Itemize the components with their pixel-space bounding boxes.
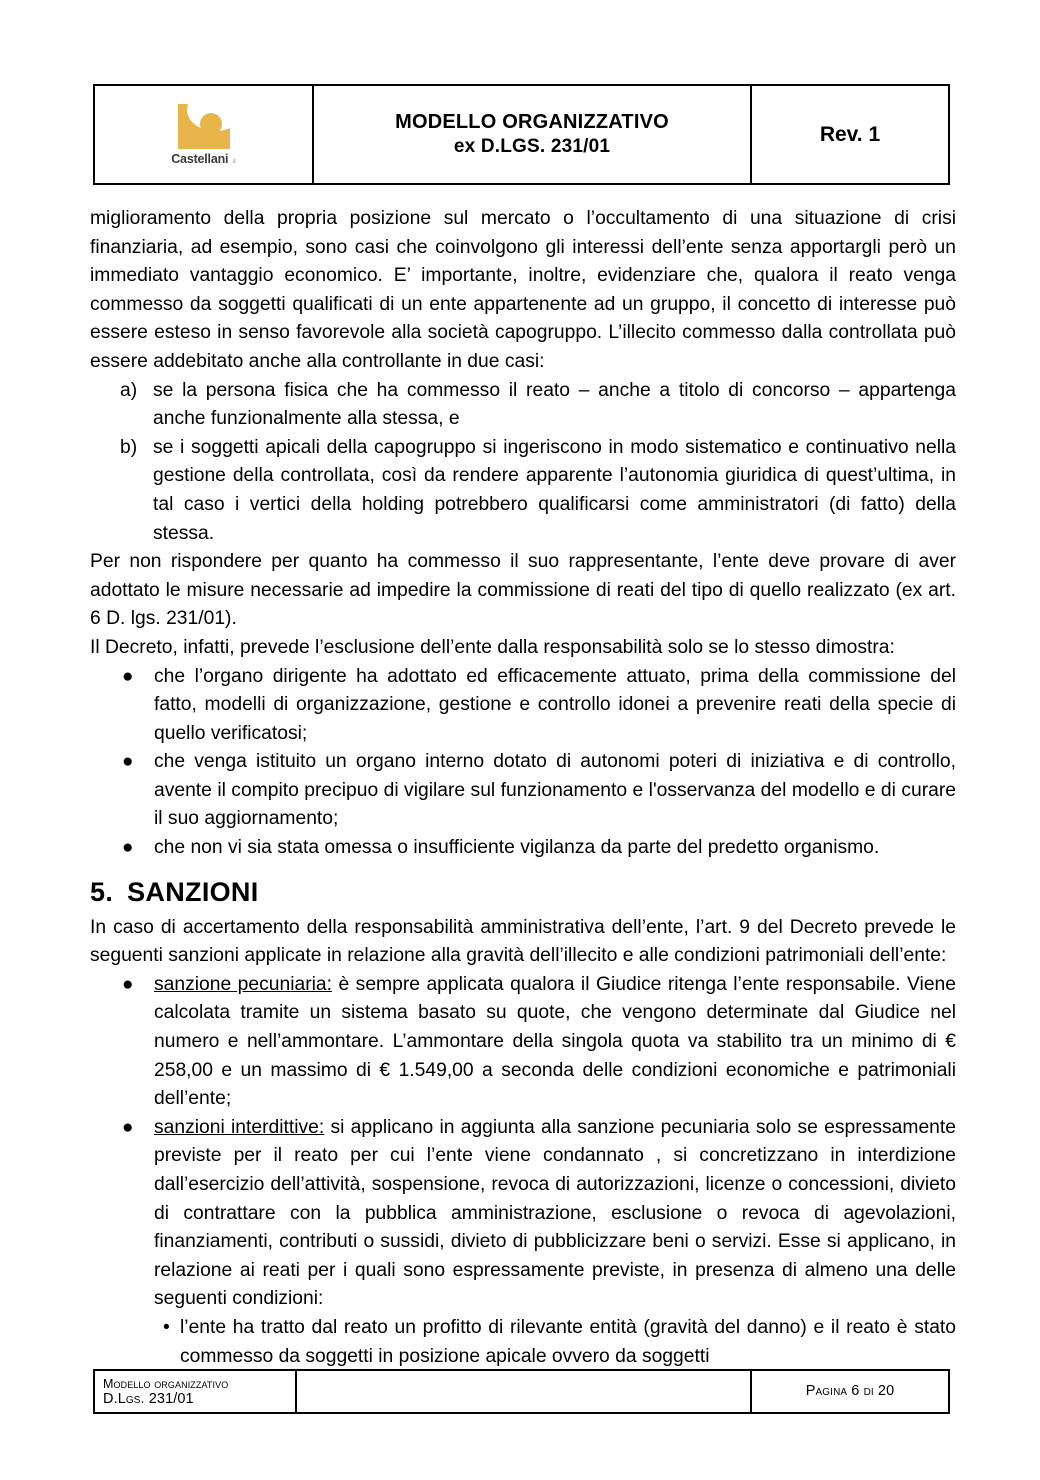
header-title-cell [314, 86, 752, 183]
list-item [163, 1314, 956, 1371]
lettered-list-conditions [90, 377, 956, 549]
revision-label: Rev. 1 [819, 122, 881, 146]
bullet-icon: ● [122, 837, 134, 859]
document-header-table [93, 84, 950, 185]
document-title-line-2: ex D.LGS. 231/01 [453, 136, 611, 158]
page-number-label: Pagina 6 di 20 [805, 1383, 895, 1399]
list-item-text: che non vi sia stata omessa o insufficiente vigilanza da parte del predetto organismo. [154, 837, 880, 859]
list-marker: b) [120, 436, 138, 458]
sub-conditions-list [163, 1314, 956, 1371]
bullet-icon: ● [122, 665, 134, 687]
footer-doc-name: Modello organizzativo [103, 1376, 229, 1391]
logo-domain-suffix: .it [231, 157, 236, 165]
list-item-text: l’ente ha tratto dal reato un profitto di rilevante entità (gravità del danno) e il reato è stato commesso da soggetti in posizione apicale ovvero da soggetti [180, 1316, 956, 1367]
list-item-text: è sempre applicata qualora il Giudice ritenga l’ente responsabile. Viene calcolata tramite un sistema basato su quote, che vengono determinate dal Giudice nel numero e nell’ammontare. L’ammontare della singola quota va stabilito tra un minimo di € 258,00 e un massimo di € 1.549,00 a seconda delle condizioni economiche e patrimoniali dell’ente; [154, 973, 956, 1110]
list-item [90, 834, 956, 863]
bulleted-list-esclusione [90, 663, 956, 863]
list-item [90, 663, 956, 749]
list-item-text: se la persona fisica che ha commesso il reato – anche a titolo di concorso – appartenga anche funzionalmente alla stessa, e [153, 379, 956, 430]
list-item-text: che l’organo dirigente ha adottato ed efficacemente attuato, prima della commissione del fatto, modelli di organizzazione, gestione e controllo idonei a prevenire reati della specie di quello verificatosi; [154, 665, 956, 744]
list-item-text: se i soggetti apicali della capogruppo si ingeriscono in modo sistematico e continuativo nella gestione della controllata, così da rendere apparente l’autonomia giuridica di quest’ultima, in tal caso i vertici della holding potrebbero qualificarsi come amministratori (di fatto) della stessa. [153, 436, 956, 544]
paragraph-accertamento: In caso di accertamento della responsabilità amministrativa dell’ente, l’art. 9 del Decreto prevede le seguenti sanzioni applicate in relazione alla gravità dell’illecito e alle condizioni patrimoniali dell’ente: [90, 916, 956, 967]
list-marker: a) [120, 379, 138, 401]
sanction-label: sanzione pecuniaria: [154, 973, 332, 995]
section-number: 5. [90, 876, 114, 907]
header-revision-cell [752, 86, 948, 183]
logo-name: Castellani [171, 151, 229, 166]
bulleted-list-sanzioni [90, 971, 956, 1314]
section-title: SANZIONI [127, 876, 259, 907]
document-title-line-1: MODELLO ORGANIZZATIVO [395, 111, 669, 134]
list-item [90, 1114, 956, 1314]
bullet-icon: ● [122, 1116, 134, 1138]
bullet-icon: ● [122, 973, 134, 995]
footer-page-cell [752, 1371, 948, 1412]
section-heading-sanzioni [90, 877, 956, 908]
castellani-c-mark-icon [178, 104, 230, 149]
list-item [90, 377, 956, 434]
paragraph-decreto: Il Decreto, infatti, prevede l’esclusione dell’ente dalla responsabilità solo se lo stesso dimostra: [90, 636, 895, 658]
footer-middle-cell [297, 1371, 752, 1412]
list-item-text: si applicano in aggiunta alla sanzione pecuniaria solo se espressamente previste per il reato per cui l’ente viene condannato , si concretizzano in interdizione dall’esercizio dell’attività, sospensione, revoca di autorizzazioni, licenze o concessioni, divieto di contrattare con la pubblica amministrazione, esclusione o revoca di agevolazioni, finanziamenti, contributi o sussidi, divieto di pubblicizzare beni o servizi. Esse si applicano, in relazione ai reati per i quali sono espressamente previste, in presenza di almeno una delle seguenti condizioni: [154, 1116, 956, 1310]
list-item-text: che venga istituito un organo interno dotato di autonomi poteri di iniziativa e di controllo, avente il compito precipuo di vigilare sul funzionamento e l'osservanza del modello e di curare il suo aggiornamento; [154, 751, 956, 830]
bullet-icon: ● [122, 751, 134, 773]
document-body [90, 205, 956, 1371]
document-footer-table [93, 1369, 950, 1414]
footer-doc-reference-cell [95, 1371, 297, 1412]
list-item [90, 971, 956, 1114]
header-logo-cell [95, 86, 314, 183]
paragraph-rappresentante: Per non rispondere per quanto ha commesso il suo rappresentante, l’ente deve provare di aver adottato le misure necessarie ad impedire la commissione di reati del tipo di quello realizzato (ex art. 6 D. lgs. 231/01). [90, 551, 956, 630]
small-bullet-icon: • [163, 1316, 170, 1338]
list-item [90, 434, 956, 548]
paragraph-intro: miglioramento della propria posizione sul mercato o l’occultamento di una situazione di crisi finanziaria, ad esempio, sono casi che coinvolgono gli interessi dell’ente senza apportargli però un immediato vantaggio economico. E’ importante, inoltre, evidenziare che, qualora il reato venga commesso da soggetti qualificati di un ente appartenente ad un gruppo, il concetto di interesse può essere esteso in senso favorevole alla società capogruppo. L’illecito commesso dalla controllata può essere addebitato anche alla controllante in due casi: [90, 208, 956, 372]
footer-doc-decree: D.Lgs. 231/01 [103, 1390, 194, 1407]
list-item [90, 748, 956, 834]
company-logo [171, 104, 236, 166]
logo-wordmark [171, 152, 236, 166]
sanction-label: sanzioni interdittive: [154, 1116, 325, 1138]
